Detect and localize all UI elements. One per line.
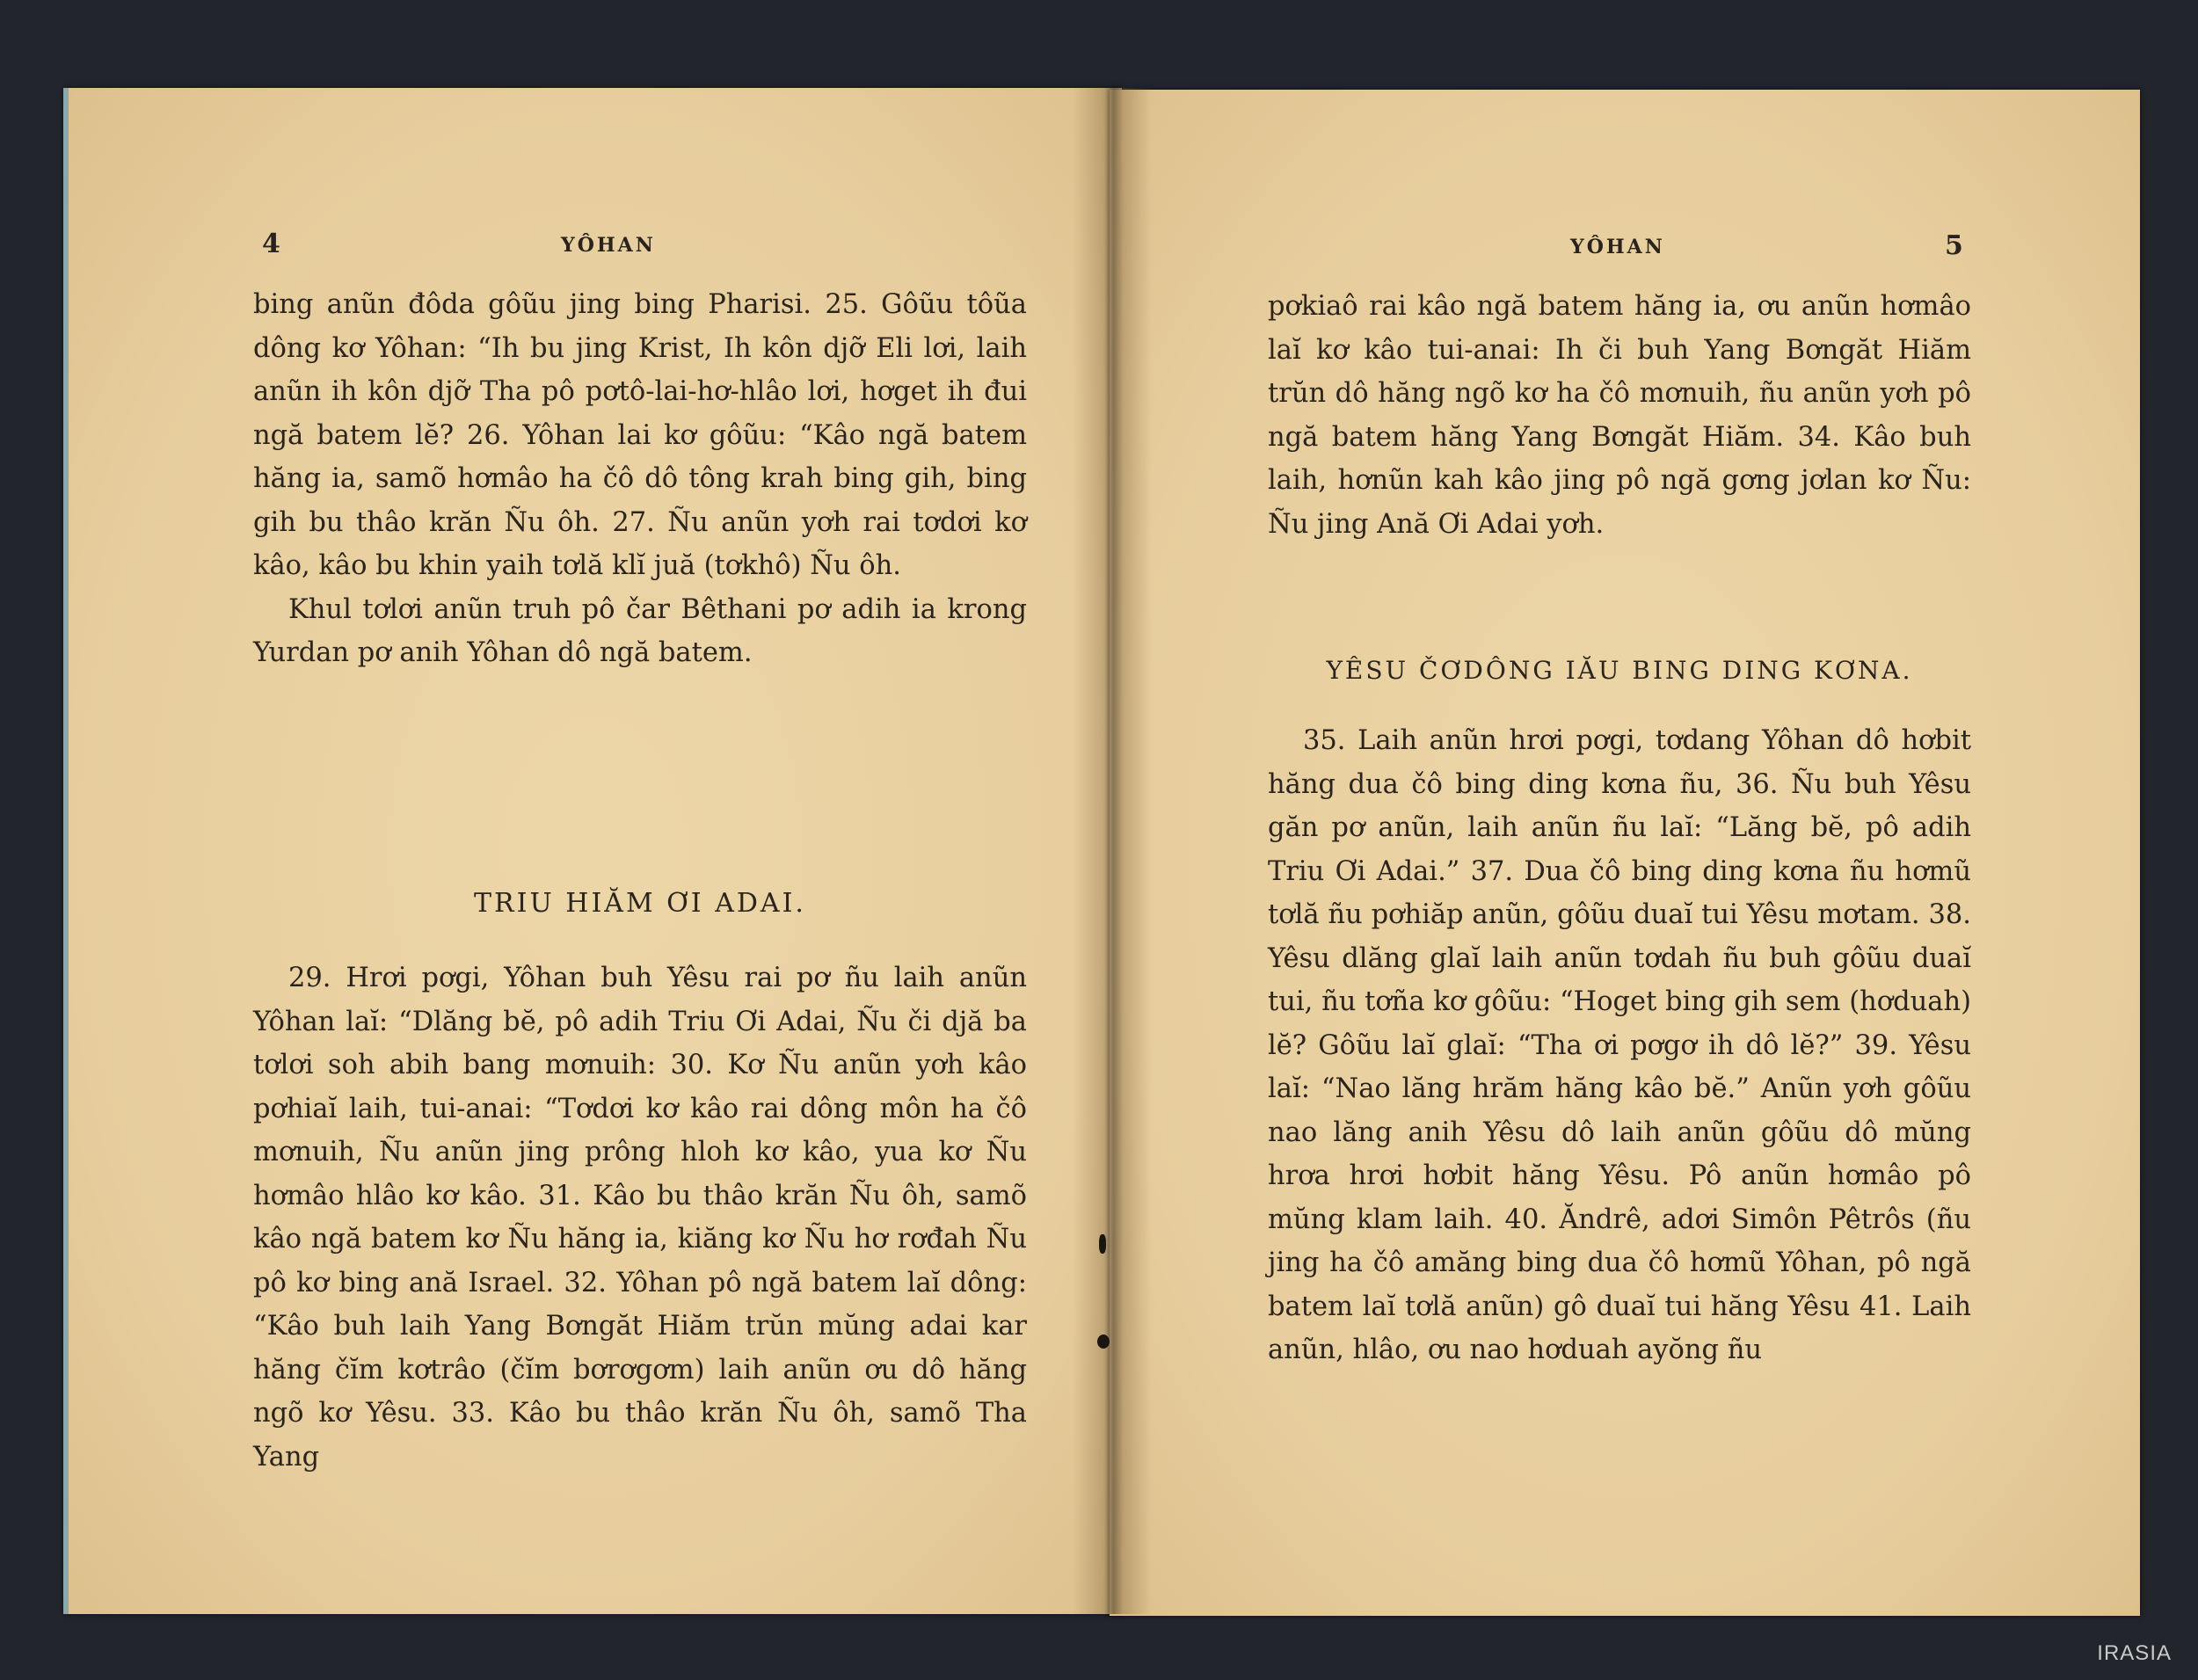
paper-speck [1097,1335,1110,1349]
paper-speck [1099,1234,1106,1254]
right-text-bottom [1268,719,1971,1372]
credit-watermark: IRASIA [2097,1641,2172,1665]
right-paragraph-2: 35. Laih anũn hrơi pơgi, tơdang Yôhan dô hơbit hăng dua čô bing ding kơna ñu, 36. Ñu buh Yêsu găn pơ anũn, laih anũn ñu laĭ: “Lăng bĕ, pô adih Triu Ơi Adai.” 37. Dua čô bing ding kơna ñu hơmũ tơlă ñu pơhiăp anũn, gôũu duaĭ tui Yêsu mơtam. 38. Yêsu dlăng glaĭ laih anũn tơdah ñu buh gôũu duaĭ tui, ñu tơña kơ gôũu: “Hoget bing gih sem (hơduah) lĕ? Gôũu laĭ glaĭ: “Tha ơi pơgơ ih dô lĕ?” 39. Yêsu laĭ: “Nao lăng hrăm hăng kâo bĕ.” Anũn yơh gôũu nao lăng anih Yêsu dô laih anũn gôũu dô mŭng hrơa hrơi hơbit hăng Yêsu. Pô anũn hơmâo pô mŭng klam laih. 40. Ăndrê, adơi Simôn Pêtrôs (ñu jing ha čô amăng bing dua čô hơmũ Yôhan, pô ngă batem laĭ tơlă anũn) gô duaĭ tui hăng Yêsu 41. Laih anũn, hlâo, ơu nao hơduah ayŏng ñu [1268,725,1971,1365]
left-section-heading: TRIU HIĂM ƠI ADAI. [474,888,806,919]
right-text-top [1268,285,1971,546]
left-paragraph-3: 29. Hrơi pơgi, Yôhan buh Yêsu rai pơ ñu laih anũn Yôhan laĭ: “Dlăng bĕ, pô adih Triu Ơi Adai, Ñu či djă ba tơlơi soh abih bang mơnuih: 30. Kơ Ñu anũn yơh kâo pơhiaĭ laih, tui-anai: “Tơdơi kơ kâo rai dông môn ha čô mơnuih, Ñu anũn jing prông hloh kơ kâo, yua kơ Ñu hơmâo hlâo kơ kâo. 31. Kâo bu thâo krăn Ñu ôh, samõ kâo ngă batem kơ Ñu hăng ia, kiăng kơ Ñu hơ rơđah Ñu pô kơ bing ană Israel. 32. Yôhan pô ngă batem laĭ dông: “Kâo buh laih Yang Bơngăt Hiăm trŭn mŭng adai kar hăng čĭm kơtrâo (čĭm bơrơgơm) laih anũn ơu dô hăng ngõ kơ Yêsu. 33. Kâo bu thâo krăn Ñu ôh, samõ Tha Yang [253,963,1027,1473]
right-page-number: 5 [1945,230,1963,261]
left-running-title: YÔHAN [561,234,656,257]
left-page [63,88,1122,1614]
right-running-title: YÔHAN [1570,236,1665,258]
left-paragraph-2: Khul tơlơi anũn truh pô čar Bêthani pơ adih ia krong Yurdan pơ anih Yôhan dô ngă batem. [253,593,1027,668]
right-page [1110,90,2140,1616]
left-paragraph-1: bing anũn đôda gôũu jing bing Pharisi. 25. Gôũu tôũa dông kơ Yôhan: “Ih bu jing Krist, Ih kôn djỡ Eli lơi, laih anũn ih kôn djỡ Tha pô pơtô-lai-hơ-hlâo lơi, hơget ih đui ngă batem lĕ? 26. Yôhan lai kơ gôũu: “Kâo ngă batem hăng ia, samõ hơmâo ha čô dô tông krah bing gih, bing gih bu thâo krăn Ñu ôh. 27. Ñu anũn yơh rai tơdơi kơ kâo, kâo bu khin yaih tơlă klĭ juă (tơkhô) Ñu ôh. [253,289,1027,581]
left-page-number: 4 [262,229,280,259]
left-text-top [253,283,1027,675]
left-text-bottom [253,956,1027,1479]
right-section-heading: YÊSU ČƠDÔNG IĂU BING DING KƠNA. [1326,656,1913,685]
right-paragraph-1: pơkiaô rai kâo ngă batem hăng ia, ơu anũn hơmâo laĭ kơ kâo tui-anai: Ih či buh Yang Bơngăt Hiăm trŭn dô hăng ngõ kơ ha čô mơnuih, ñu anũn yơh pô ngă batem hăng Yang Bơngăt Hiăm. 34. Kâo buh laih, hơnũn kah kâo jing pô ngă gơng jơlan kơ Ñu: Ñu jing Ană Ơi Adai yơh. [1268,291,1971,540]
